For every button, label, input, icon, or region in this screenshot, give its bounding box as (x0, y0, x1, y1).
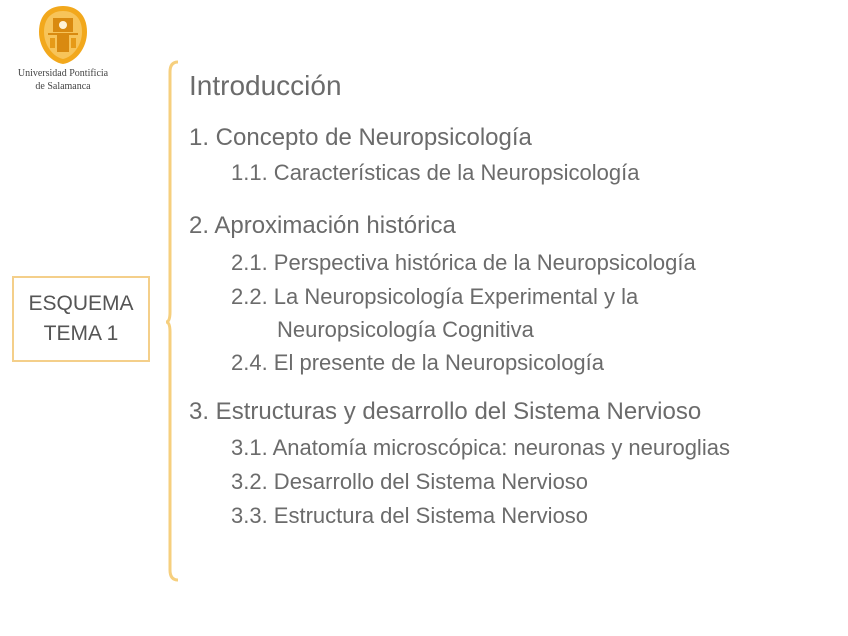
scheme-title-box (12, 276, 150, 362)
outline-item-2-4: 2.4. El presente de la Neuropsicología (231, 350, 605, 375)
outline-section-1: 1. Concepto de Neuropsicología (189, 124, 532, 151)
university-seal-icon (36, 4, 90, 66)
logo-text-line2: de Salamanca (35, 81, 91, 92)
outline-item-2-1: 2.1. Perspectiva histórica de la Neuropsicología (231, 250, 696, 275)
logo-text-line1: Universidad Pontificia (17, 68, 109, 79)
scheme-title-line2: TEMA 1 (43, 322, 119, 345)
outline-item-2-2-continued: Neuropsicología Cognitiva (277, 317, 534, 342)
outline-intro: Introducción (189, 70, 342, 101)
university-logo (8, 4, 118, 92)
outline-section-2: 2. Aproximación histórica (189, 212, 456, 239)
curly-bracket (166, 60, 186, 584)
outline-item-1-1: 1.1. Características de la Neuropsicología (231, 160, 640, 185)
outline-item-3-2: 3.2. Desarrollo del Sistema Nervioso (231, 469, 589, 494)
outline-item-2-2: 2.2. La Neuropsicología Experimental y la (231, 284, 639, 309)
scheme-title-line1: ESQUEMA (28, 292, 134, 315)
outline-item-3-3: 3.3. Estructura del Sistema Nervioso (231, 503, 589, 528)
outline-section-3: 3. Estructuras y desarrollo del Sistema Nervioso (189, 398, 702, 425)
outline-item-3-1: 3.1. Anatomía microscópica: neuronas y neuroglias (231, 435, 730, 460)
